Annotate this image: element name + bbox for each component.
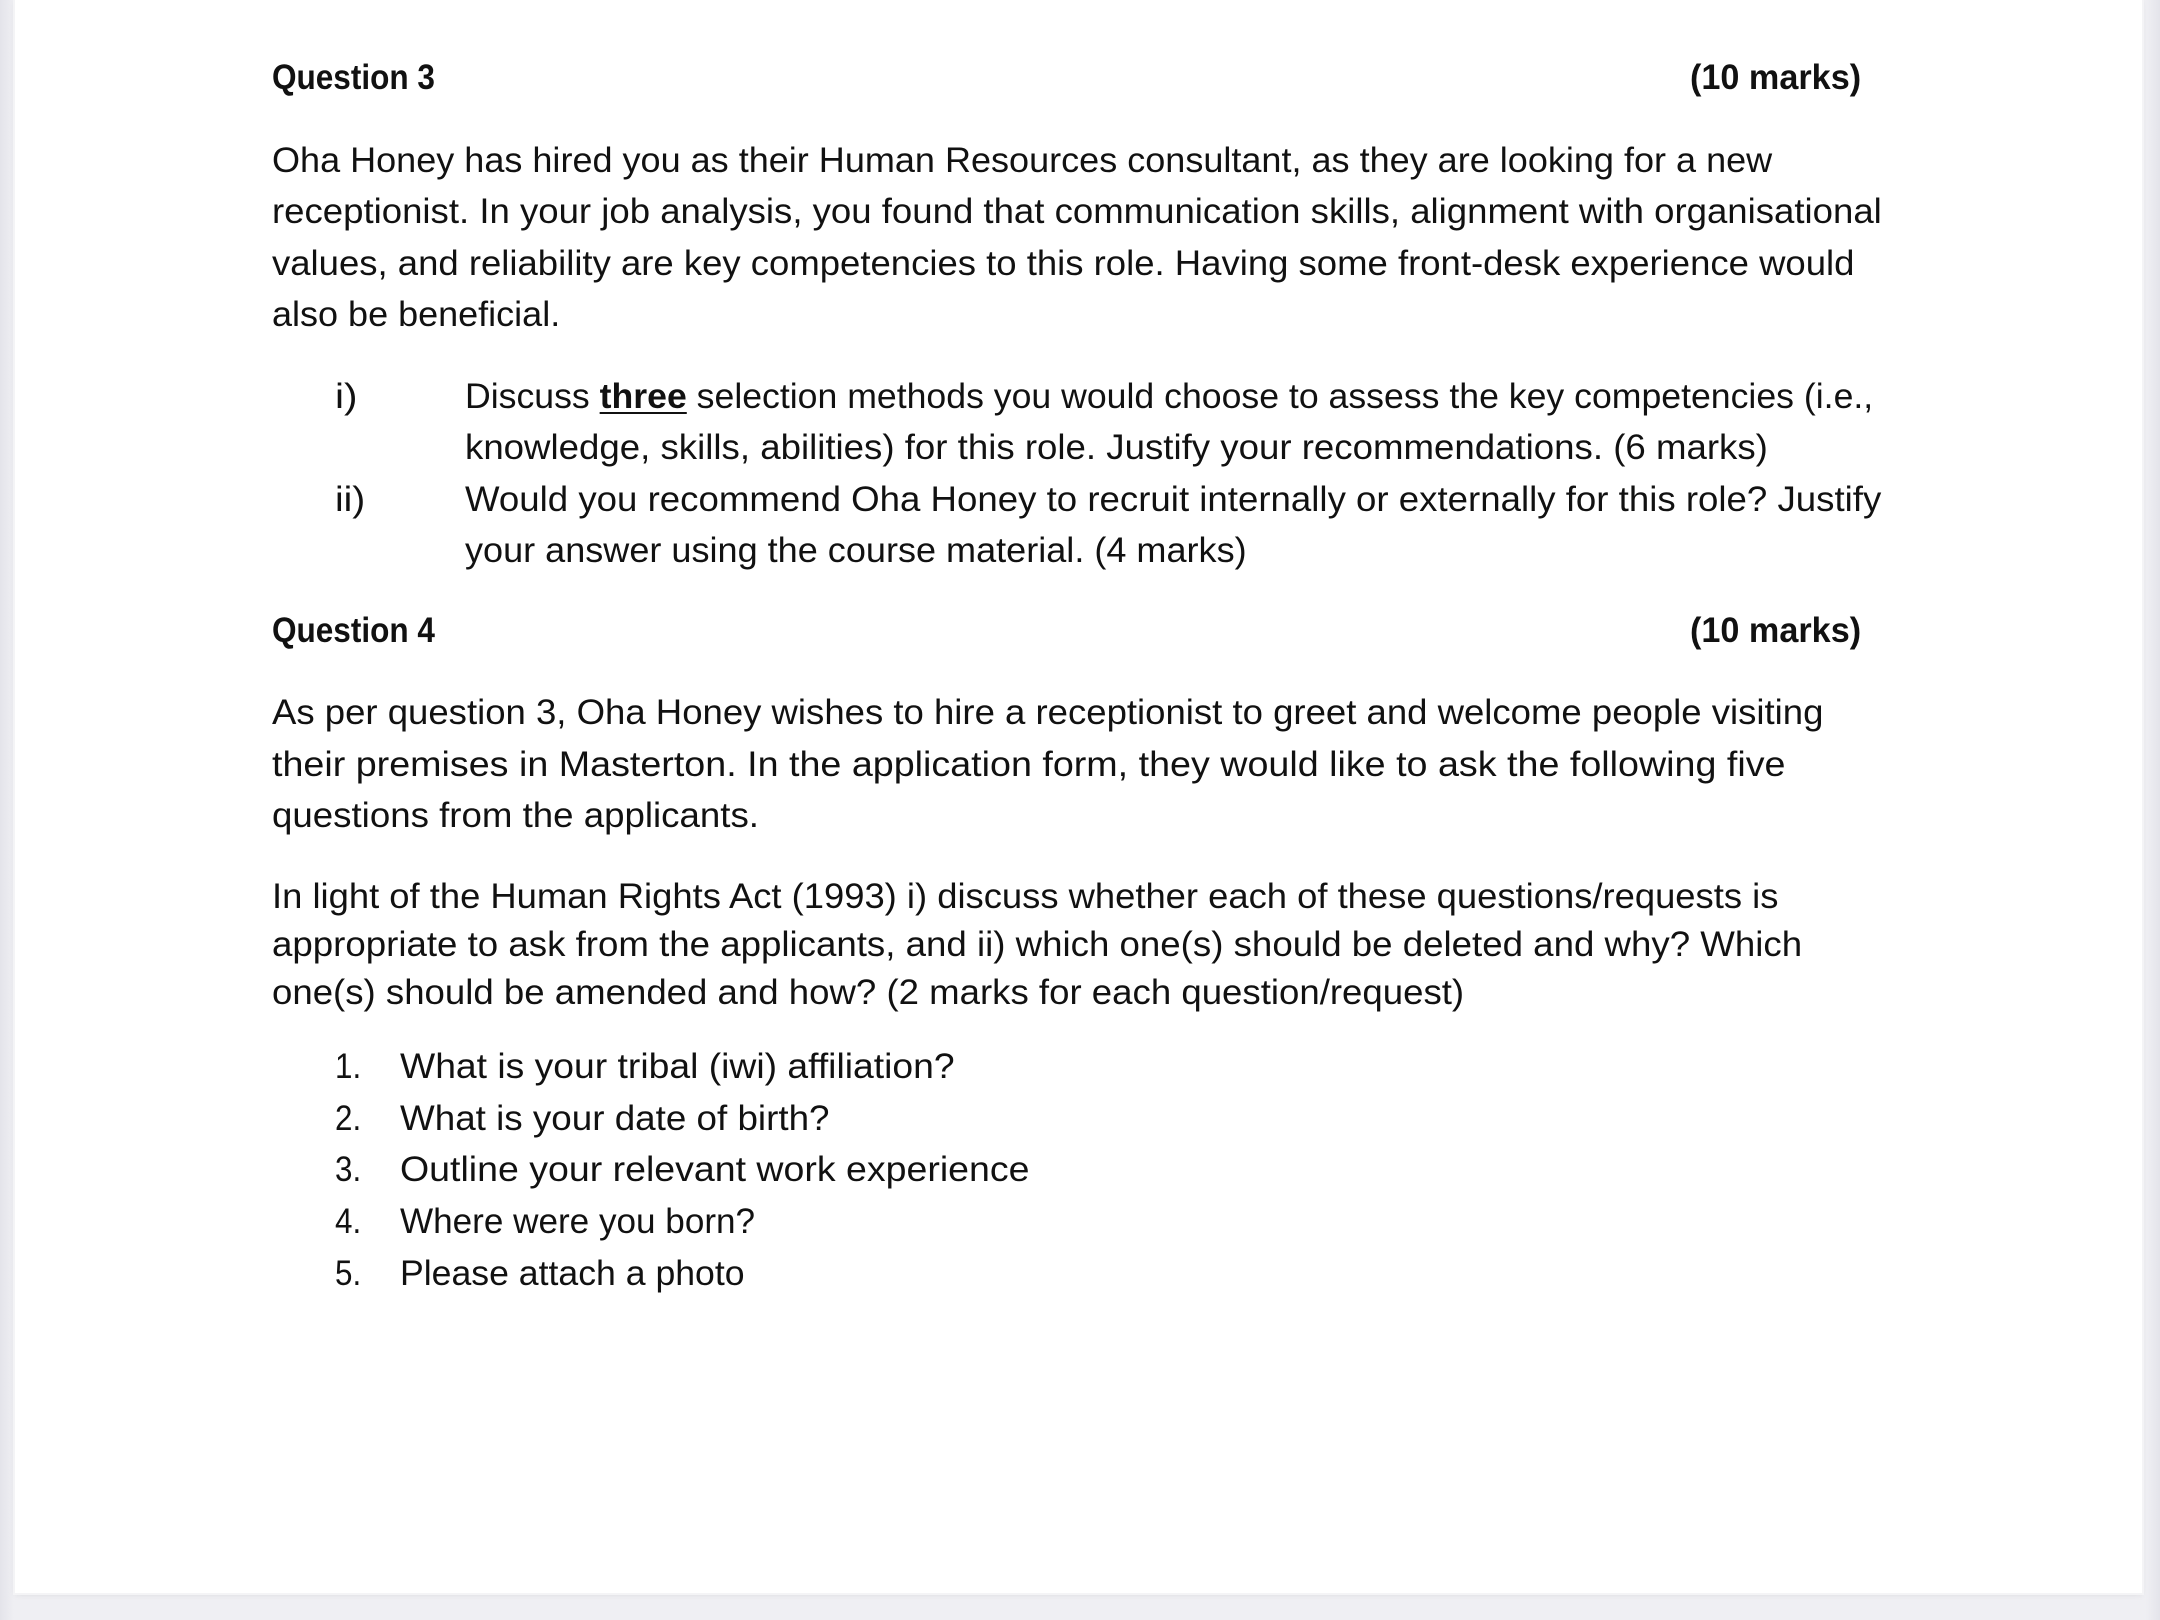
list-item: Where were you born? bbox=[400, 1202, 756, 1241]
list-number: 1. bbox=[335, 1047, 362, 1086]
sub-item-ii-line: your answer using the course material. (4 marks) bbox=[465, 531, 1247, 570]
question-3-title: Question 3 bbox=[272, 58, 435, 97]
sub-item-i-text: selection methods you would choose to assess the key competencies (i.e., bbox=[686, 377, 1874, 416]
list-number: 5. bbox=[335, 1254, 362, 1293]
list-number: 3. bbox=[335, 1150, 362, 1189]
question-4-paragraph-line: their premises in Masterton. In the application form, they would like to ask the following five bbox=[272, 745, 1786, 784]
question-3-marks: (10 marks) bbox=[1690, 58, 1862, 97]
question-3-paragraph-line: receptionist. In your job analysis, you found that communication skills, alignment with organisational bbox=[272, 192, 1882, 231]
question-4-marks: (10 marks) bbox=[1690, 611, 1862, 650]
list-item: Outline your relevant work experience bbox=[400, 1150, 1030, 1189]
list-item: What is your tribal (iwi) affiliation? bbox=[400, 1047, 955, 1086]
sub-item-i-line bbox=[465, 377, 1873, 417]
list-number: 4. bbox=[335, 1202, 362, 1241]
question-4-paragraph-line: appropriate to ask from the applicants, and ii) which one(s) should be deleted and why? Which bbox=[272, 925, 1803, 964]
question-4-paragraph-line: In light of the Human Rights Act (1993) i) discuss whether each of these questions/requests is bbox=[272, 877, 1779, 916]
sub-item-i-line: knowledge, skills, abilities) for this role. Justify your recommendations. (6 marks) bbox=[465, 428, 1768, 467]
question-4-title: Question 4 bbox=[272, 611, 435, 650]
sub-item-i-text: Discuss bbox=[465, 377, 600, 416]
question-4-paragraph-line: questions from the applicants. bbox=[272, 796, 759, 835]
question-3-paragraph-line: values, and reliability are key competencies to this role. Having some front-desk experience would bbox=[272, 244, 1855, 283]
question-3-paragraph-line: also be beneficial. bbox=[272, 295, 561, 334]
list-item: Please attach a photo bbox=[400, 1254, 745, 1293]
list-item: What is your date of birth? bbox=[400, 1099, 830, 1138]
document-page bbox=[15, 0, 2142, 1593]
question-4-paragraph-line: one(s) should be amended and how? (2 marks for each question/request) bbox=[272, 973, 1465, 1012]
sub-item-label-i: i) bbox=[335, 377, 358, 416]
sub-item-ii-line: Would you recommend Oha Honey to recruit internally or externally for this role? Justify bbox=[465, 480, 1882, 519]
list-number: 2. bbox=[335, 1099, 362, 1138]
emphasis-three: three bbox=[599, 377, 687, 416]
question-3-paragraph-line: Oha Honey has hired you as their Human Resources consultant, as they are looking for a new bbox=[272, 141, 1773, 180]
sub-item-label-ii: ii) bbox=[335, 480, 366, 519]
question-4-paragraph-line: As per question 3, Oha Honey wishes to hire a receptionist to greet and welcome people visiting bbox=[272, 693, 1824, 732]
